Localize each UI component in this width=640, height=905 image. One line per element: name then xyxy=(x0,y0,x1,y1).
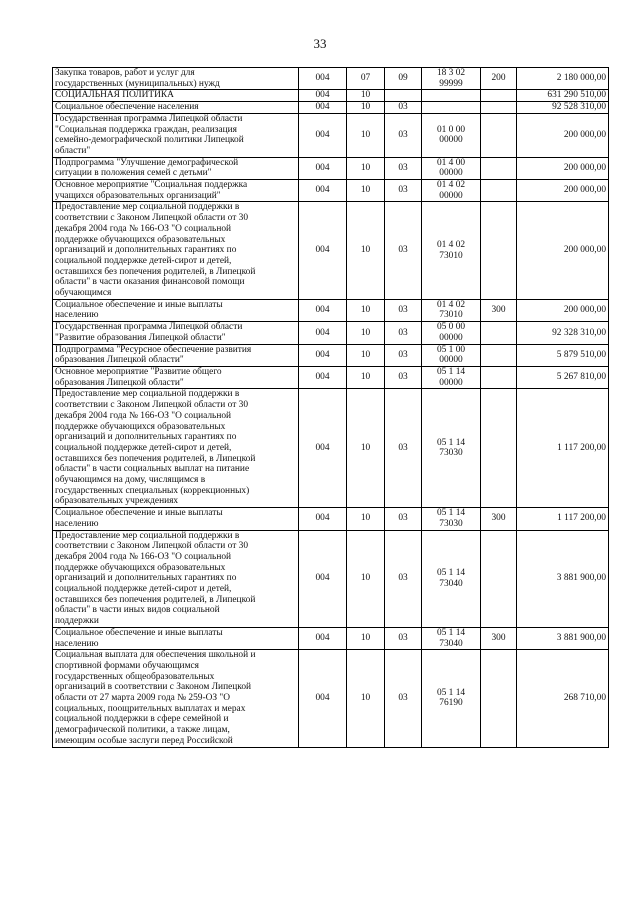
row-amount-cell: 1 117 200,00 xyxy=(517,508,609,530)
row-name-cell: Социальное обеспечение и иные выплаты населению xyxy=(53,299,299,321)
row-name-cell: Закупка товаров, работ и услуг для государственных (муниципальных) нужд xyxy=(53,68,299,90)
row-target-article-cell: 18 3 02 99999 xyxy=(422,68,481,90)
row-name-cell: Подпрограмма "Улучшение демографической ситуации в положения семей с детьми" xyxy=(53,157,299,179)
row-amount-cell: 1 117 200,00 xyxy=(517,389,609,508)
row-expense-type-cell xyxy=(481,389,517,508)
page-number: 33 xyxy=(313,36,327,51)
row-target-article-cell xyxy=(422,90,481,102)
row-ministry-code-cell: 004 xyxy=(299,508,347,530)
table-row xyxy=(53,113,609,157)
row-subsection-code-cell xyxy=(385,90,422,102)
row-target-article-cell: 05 1 14 73030 xyxy=(422,389,481,508)
row-expense-type-cell xyxy=(481,180,517,202)
row-subsection-code-cell: 03 xyxy=(385,389,422,508)
row-subsection-code-cell: 03 xyxy=(385,180,422,202)
row-name-cell: СОЦИАЛЬНАЯ ПОЛИТИКА xyxy=(53,90,299,102)
row-target-article-cell: 05 1 00 00000 xyxy=(422,344,481,366)
table-row xyxy=(53,389,609,508)
row-subsection-code-cell: 03 xyxy=(385,102,422,114)
row-expense-type-cell xyxy=(481,650,517,747)
row-ministry-code-cell: 004 xyxy=(299,627,347,649)
row-subsection-code-cell: 03 xyxy=(385,530,422,627)
table-row xyxy=(53,322,609,344)
row-subsection-code-cell: 03 xyxy=(385,322,422,344)
row-target-article-cell: 01 4 02 73010 xyxy=(422,299,481,321)
row-amount-cell: 92 528 310,00 xyxy=(517,102,609,114)
row-ministry-code-cell: 004 xyxy=(299,530,347,627)
row-subsection-code-cell: 03 xyxy=(385,650,422,747)
row-amount-cell: 200 000,00 xyxy=(517,157,609,179)
row-expense-type-cell xyxy=(481,366,517,388)
row-amount-cell: 200 000,00 xyxy=(517,113,609,157)
row-name-cell: Социальное обеспечение и иные выплаты населению xyxy=(53,627,299,649)
row-name-cell: Социальное обеспечение и иные выплаты населению xyxy=(53,508,299,530)
row-ministry-code-cell: 004 xyxy=(299,157,347,179)
row-name-cell: Подпрограмма "Ресурсное обеспечение развития образования Липецкой области" xyxy=(53,344,299,366)
table-row xyxy=(53,508,609,530)
row-section-code-cell: 10 xyxy=(347,650,385,747)
row-target-article-cell: 05 1 14 00000 xyxy=(422,366,481,388)
row-amount-cell: 631 290 510,00 xyxy=(517,90,609,102)
row-expense-type-cell xyxy=(481,322,517,344)
row-subsection-code-cell: 03 xyxy=(385,366,422,388)
row-name-cell: Государственная программа Липецкой области "Социальная поддержка граждан, реализация семейно-демографической политики Липецкой области" xyxy=(53,113,299,157)
row-section-code-cell: 07 xyxy=(347,68,385,90)
row-amount-cell: 2 180 000,00 xyxy=(517,68,609,90)
table-row xyxy=(53,68,609,90)
row-ministry-code-cell: 004 xyxy=(299,650,347,747)
row-ministry-code-cell: 004 xyxy=(299,344,347,366)
row-target-article-cell: 01 0 00 00000 xyxy=(422,113,481,157)
row-section-code-cell: 10 xyxy=(347,90,385,102)
row-expense-type-cell: 300 xyxy=(481,627,517,649)
row-subsection-code-cell: 03 xyxy=(385,157,422,179)
table-row xyxy=(53,157,609,179)
row-amount-cell: 92 328 310,00 xyxy=(517,322,609,344)
table-row xyxy=(53,530,609,627)
row-subsection-code-cell: 03 xyxy=(385,202,422,299)
row-ministry-code-cell: 004 xyxy=(299,102,347,114)
row-section-code-cell: 10 xyxy=(347,627,385,649)
row-target-article-cell: 05 0 00 00000 xyxy=(422,322,481,344)
row-subsection-code-cell: 03 xyxy=(385,113,422,157)
row-expense-type-cell xyxy=(481,157,517,179)
row-ministry-code-cell: 004 xyxy=(299,180,347,202)
row-ministry-code-cell: 004 xyxy=(299,322,347,344)
row-amount-cell: 200 000,00 xyxy=(517,202,609,299)
table-body xyxy=(53,68,609,748)
row-name-cell: Предоставление мер социальной поддержки в соответствии с Законом Липецкой области от 30 декабря 2004 года № 166-ОЗ "О социальной поддержке обучающихся образовательных организаций и дополнительных гарантиях по социальной поддержке детей-сирот и детей, оставшихся без попечения родителей, в Липецкой области" в части социальных выплат на питание обучающимся на дому, числящимся в государственных специальных (коррекционных) образовательных учреждениях xyxy=(53,389,299,508)
row-ministry-code-cell: 004 xyxy=(299,113,347,157)
row-section-code-cell: 10 xyxy=(347,113,385,157)
row-amount-cell: 5 267 810,00 xyxy=(517,366,609,388)
row-target-article-cell: 01 4 00 00000 xyxy=(422,157,481,179)
row-subsection-code-cell: 09 xyxy=(385,68,422,90)
row-expense-type-cell: 200 xyxy=(481,68,517,90)
row-expense-type-cell xyxy=(481,113,517,157)
row-section-code-cell: 10 xyxy=(347,322,385,344)
row-section-code-cell: 10 xyxy=(347,202,385,299)
row-name-cell: Социальное обеспечение населения xyxy=(53,102,299,114)
row-expense-type-cell: 300 xyxy=(481,299,517,321)
row-ministry-code-cell: 004 xyxy=(299,68,347,90)
row-expense-type-cell xyxy=(481,344,517,366)
row-amount-cell: 200 000,00 xyxy=(517,299,609,321)
row-target-article-cell: 01 4 02 73010 xyxy=(422,202,481,299)
table-row xyxy=(53,202,609,299)
row-section-code-cell: 10 xyxy=(347,366,385,388)
row-name-cell: Социальная выплата для обеспечения школьной и спортивной формами обучающимся государственных общеобразовательных организаций в соответствии с Законом Липецкой области от 27 марта 2009 года № 259-ОЗ "О социальных, поощрительных выплатах и мерах социальной поддержки в сфере семейной и демографической политики, а также лицам, имеющим особые заслуги перед Российской xyxy=(53,650,299,747)
row-amount-cell: 200 000,00 xyxy=(517,180,609,202)
table-row xyxy=(53,366,609,388)
row-section-code-cell: 10 xyxy=(347,344,385,366)
row-section-code-cell: 10 xyxy=(347,389,385,508)
row-target-article-cell: 05 1 14 76190 xyxy=(422,650,481,747)
row-section-code-cell: 10 xyxy=(347,157,385,179)
row-ministry-code-cell: 004 xyxy=(299,90,347,102)
row-section-code-cell: 10 xyxy=(347,102,385,114)
row-expense-type-cell xyxy=(481,90,517,102)
row-subsection-code-cell: 03 xyxy=(385,508,422,530)
row-amount-cell: 3 881 900,00 xyxy=(517,530,609,627)
row-amount-cell: 5 879 510,00 xyxy=(517,344,609,366)
table-row xyxy=(53,102,609,114)
row-ministry-code-cell: 004 xyxy=(299,389,347,508)
row-expense-type-cell: 300 xyxy=(481,508,517,530)
row-section-code-cell: 10 xyxy=(347,180,385,202)
row-name-cell: Предоставление мер социальной поддержки в соответствии с Законом Липецкой области от 30 декабря 2004 года № 166-ОЗ "О социальной поддержке обучающихся образовательных организаций и дополнительных гарантиях по социальной поддержке детей-сирот и детей, оставшихся без попечения родителей, в Липецкой области" в части иных видов социальной поддержки xyxy=(53,530,299,627)
table-row xyxy=(53,90,609,102)
row-target-article-cell: 05 1 14 73040 xyxy=(422,530,481,627)
row-expense-type-cell xyxy=(481,102,517,114)
row-section-code-cell: 10 xyxy=(347,530,385,627)
row-target-article-cell: 05 1 14 73040 xyxy=(422,627,481,649)
row-amount-cell: 3 881 900,00 xyxy=(517,627,609,649)
table-row xyxy=(53,627,609,649)
table-row xyxy=(53,180,609,202)
row-ministry-code-cell: 004 xyxy=(299,299,347,321)
table-row xyxy=(53,650,609,747)
row-target-article-cell: 01 4 02 00000 xyxy=(422,180,481,202)
row-section-code-cell: 10 xyxy=(347,299,385,321)
row-subsection-code-cell: 03 xyxy=(385,299,422,321)
budget-table xyxy=(52,67,609,748)
row-name-cell: Предоставление мер социальной поддержки в соответствии с Законом Липецкой области от 30 декабря 2004 года № 166-ОЗ "О социальной поддержке обучающихся образовательных организаций и дополнительных гарантиях по социальной поддержке детей-сирот и детей, оставшихся без попечения родителей, в Липецкой области" в части оказания финансовой помощи обучающимся xyxy=(53,202,299,299)
table-row xyxy=(53,299,609,321)
row-ministry-code-cell: 004 xyxy=(299,366,347,388)
row-target-article-cell: 05 1 14 73030 xyxy=(422,508,481,530)
table-row xyxy=(53,344,609,366)
row-amount-cell: 268 710,00 xyxy=(517,650,609,747)
row-name-cell: Основное мероприятие "Развитие общего образования Липецкой области" xyxy=(53,366,299,388)
row-expense-type-cell xyxy=(481,202,517,299)
row-name-cell: Государственная программа Липецкой области "Развитие образования Липецкой области" xyxy=(53,322,299,344)
row-name-cell: Основное мероприятие "Социальная поддержка учащихся образовательных организаций" xyxy=(53,180,299,202)
row-target-article-cell xyxy=(422,102,481,114)
row-subsection-code-cell: 03 xyxy=(385,627,422,649)
row-ministry-code-cell: 004 xyxy=(299,202,347,299)
row-expense-type-cell xyxy=(481,530,517,627)
row-section-code-cell: 10 xyxy=(347,508,385,530)
row-subsection-code-cell: 03 xyxy=(385,344,422,366)
